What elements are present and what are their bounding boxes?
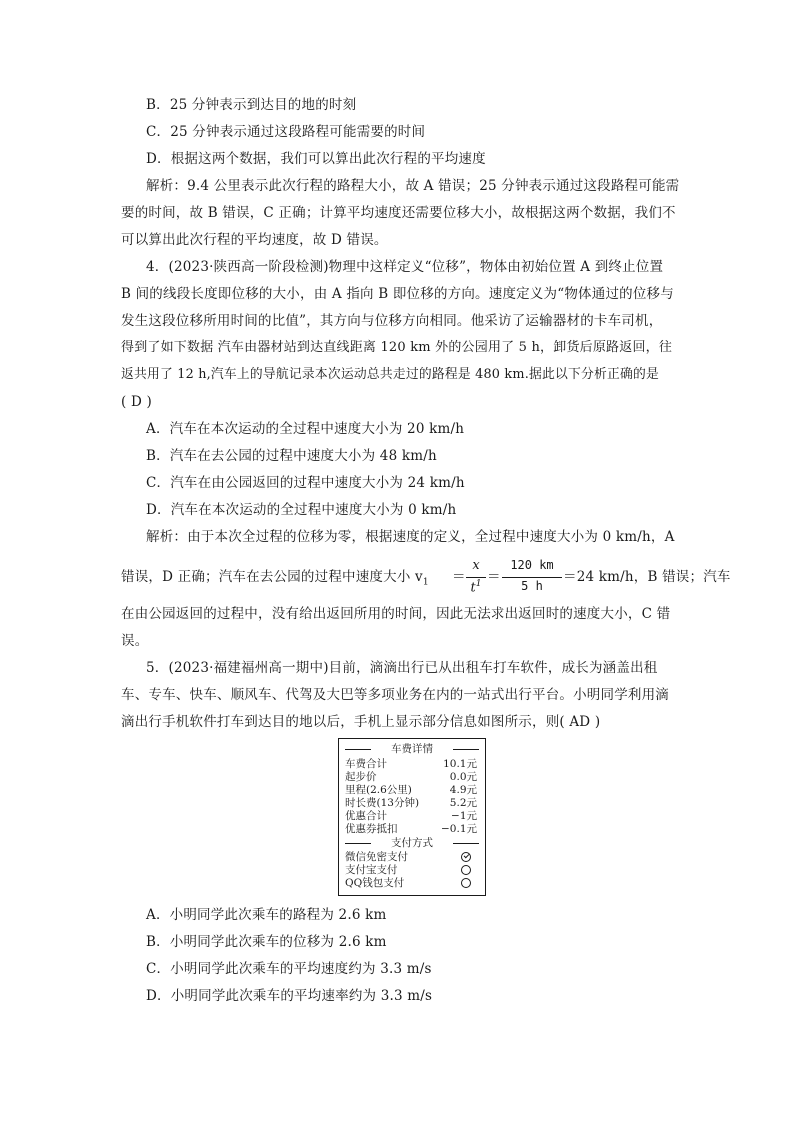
q3-analysis-line-3: 可以算出此次行程的平均速度，故 D 错误。 [121, 232, 388, 248]
q4-analysis-line-1: 解析：由于本次全过程的位移为零，根据速度的定义，全过程中速度大小为 0 km/h，A [146, 529, 675, 545]
q4-option-b: B．汽车在去公园的过程中速度大小为 48 km/h [146, 448, 437, 464]
fraction-2-denominator: 5 h [521, 579, 543, 593]
q4-option-d: D．汽车在本次运动的全过程中速度大小为 0 km/h [146, 502, 457, 518]
q4-option-c: C．汽车在由公园返回的过程中速度大小为 24 km/h [146, 475, 465, 491]
fare-row: 优惠券抵扣 −0.1元 [345, 823, 477, 835]
q5-stem-line-2: 车、专车、快车、顺风车、代驾及大巴等多项业务在内的一站式出行平台。小明同学利用滴 [121, 687, 669, 703]
fraction-1-bar [466, 577, 486, 578]
radio-unchecked-icon[interactable] [461, 878, 471, 888]
fare-row: 车费合计 10.1元 [345, 758, 477, 770]
q4-analysis-line-2-pre: 错误，D 正确；汽车在去公园的过程中速度大小 $v_1$ [121, 569, 429, 588]
payment-method-header: 支付方式 [343, 836, 481, 850]
fare-details-figure [338, 738, 486, 896]
equals-sign-1: ＝ [452, 569, 466, 585]
q4-stem-line-5: 返共用了 12 h,汽车上的导航记录本次运动总共走过的路程是 480 km.据此以下分析正确的是 [121, 367, 659, 382]
q4-stem-line-1: 4．(2023·陕西高一阶段检测)物理中这样定义“位移”，物体由初始位置 A 到终止位置 [146, 259, 664, 275]
payment-option-alipay[interactable]: 支付宝支付 [345, 864, 477, 877]
fare-details-header: 车费详情 [343, 742, 481, 756]
fraction-1-numerator: x [472, 558, 480, 573]
q5-option-d: D．小明同学此次乘车的平均速率约为 3.3 m/s [146, 988, 433, 1004]
fraction-2-bar [502, 577, 562, 578]
payment-option-qq[interactable]: QQ钱包支付 [345, 877, 477, 890]
q4-stem-line-3: 发生这段位移所用时间的比值”，其方向与位移方向相同。他采访了运输器材的卡车司机， [121, 313, 663, 329]
equals-sign-2: ＝ [487, 569, 501, 585]
q3-option-d: D．根据这两个数据，我们可以算出此次行程的平均速度 [146, 151, 486, 167]
q5-option-a: A．小明同学此次乘车的路程为 2.6 km [146, 907, 387, 923]
q4-option-a: A．汽车在本次运动的全过程中速度大小为 20 km/h [146, 421, 465, 437]
q5-option-c: C．小明同学此次乘车的平均速度约为 3.3 m/s [146, 961, 432, 977]
q3-analysis-line-1: 解析：9.4 公里表示此次行程的路程大小，故 A 错误；25 分钟表示通过这段路程可能需 [146, 178, 680, 194]
payment-option-wechat[interactable]: 微信免密支付 [345, 851, 477, 864]
radio-unchecked-icon[interactable] [461, 865, 471, 875]
q5-option-b: B．小明同学此次乘车的位移为 2.6 km [146, 934, 387, 950]
q4-answer: ( D ) [121, 394, 152, 410]
q4-analysis-line-4: 误。 [121, 633, 149, 649]
q4-stem-line-4: 得到了如下数据 汽车由器材站到达直线距离 120 km 外的公园用了 5 h，卸货后原路返回，往 [121, 340, 673, 355]
fare-row: 起步价 0.0元 [345, 771, 477, 783]
q4-analysis-line-2-post: ＝24 km/h，B 错误；汽车 [563, 569, 731, 585]
radio-checked-icon[interactable] [461, 852, 471, 862]
q3-analysis-line-2: 要的时间，故 B 错误，C 正确；计算平均速度还需要位移大小，故根据这两个数据，我们不 [121, 205, 676, 221]
fare-row: 里程(2.6公里) 4.9元 [345, 784, 477, 796]
fraction-2-numerator: 120 km [510, 558, 554, 572]
fraction-1-denominator: $t^1$ [470, 579, 482, 596]
q4-analysis-line-3: 在由公园返回的过程中，没有给出返回所用的时间，因此无法求出返回时的速度大小，C 错 [121, 606, 671, 622]
q5-stem-line-1: 5．(2023·福建福州高一期中)目前，滴滴出行已从出租车打车软件，成长为涵盖出租 [146, 660, 658, 676]
q3-option-c: C．25 分钟表示通过这段路程可能需要的时间 [146, 124, 426, 140]
q5-stem-line-3: 滴出行手机软件打车到达目的地以后，手机上显示部分信息如图所示，则( AD ) [121, 714, 601, 730]
q4-stem-line-2: B 间的线段长度即位移的大小，由 A 指向 B 即位移的方向。速度定义为“物体通过的位移与 [121, 286, 674, 302]
fare-row: 时长费(13分钟) 5.2元 [345, 797, 477, 809]
q3-option-b: B．25 分钟表示到达目的地的时刻 [146, 97, 357, 113]
fare-row: 优惠合计 −1元 [345, 810, 477, 822]
